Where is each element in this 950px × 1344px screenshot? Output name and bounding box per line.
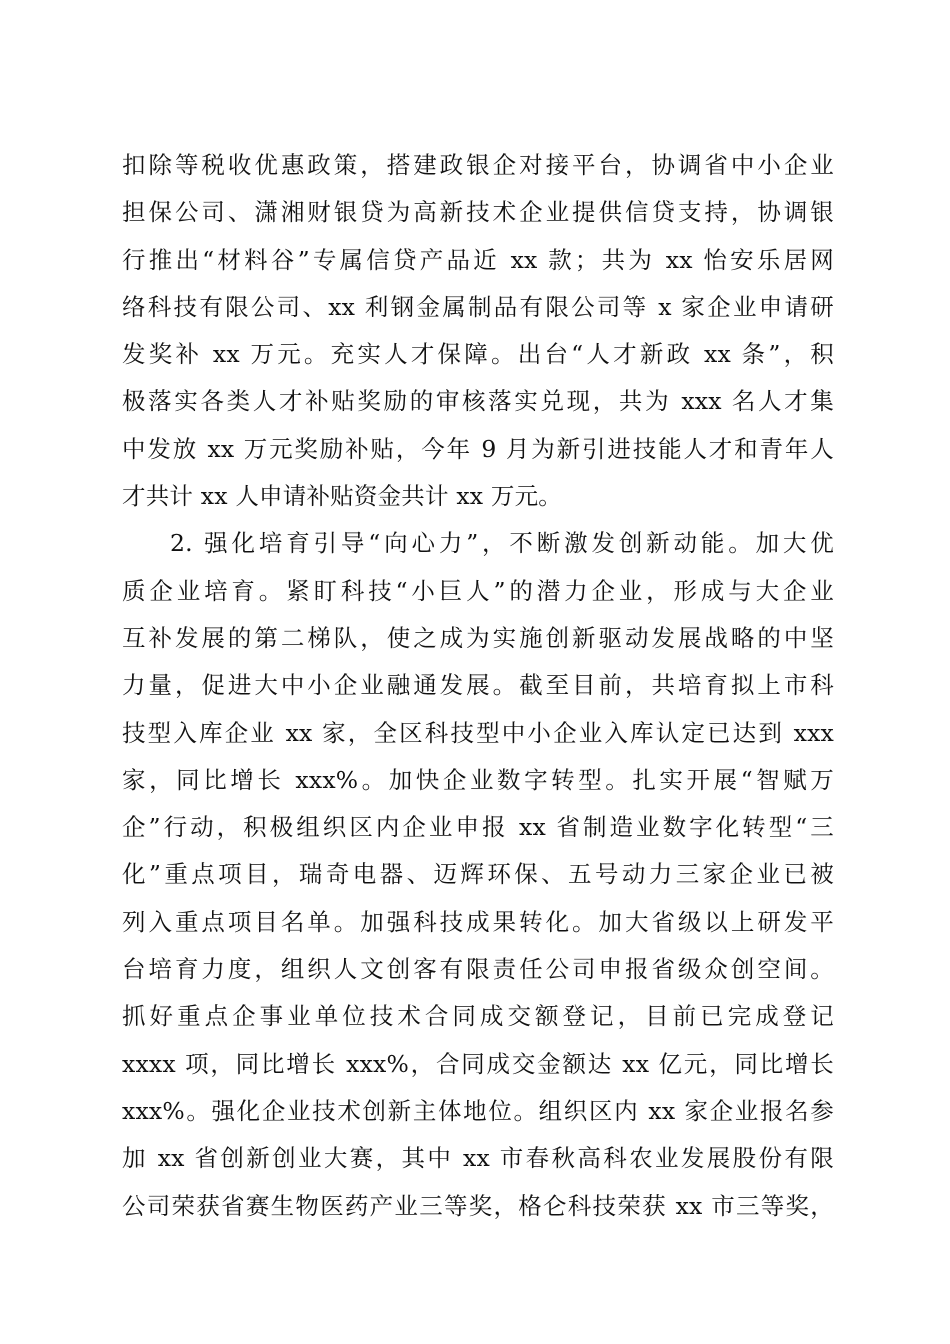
text-line: 行推出“材料谷”专属信贷产品近 xx 款；共为 xx 怡安乐居网 <box>122 245 834 274</box>
text-line: 互补发展的第二梯队，使之成为实施创新驱动发展战略的中坚 <box>122 623 834 652</box>
paragraph-talent-and-finance <box>122 142 834 520</box>
text-line: 化”重点项目，瑞奇电器、迈辉环保、五号动力三家企业已被 <box>122 860 834 889</box>
text-line: 企”行动，积极组织区内企业申报 xx 省制造业数字化转型“三 <box>122 813 834 842</box>
text-line: 台培育力度，组织人文创客有限责任公司申报省级众创空间。 <box>122 955 834 984</box>
text-line: 扣除等税收优惠政策，搭建政银企对接平台，协调省中小企业 <box>122 151 834 179</box>
text-line: 发奖补 xx 万元。充实人才保障。出台“人才新政 xx 条”，积 <box>122 340 834 369</box>
text-line: 加 xx 省创新创业大赛，其中 xx 市春秋高科农业发展股份有限 <box>122 1144 834 1173</box>
text-line: 技型入库企业 xx 家，全区科技型中小企业入库认定已达到 xxx <box>122 718 834 747</box>
paragraph-innovation-cultivation <box>122 520 834 1229</box>
text-line: 质企业培育。紧盯科技“小巨人”的潜力企业，形成与大企业 <box>122 576 834 605</box>
text-line: 中发放 xx 万元奖励补贴，今年 9 月为新引进技能人才和青年人 <box>122 434 834 463</box>
text-line: 才共计 xx 人申请补贴资金共计 xx 万元。 <box>122 482 562 511</box>
text-line: 力量，促进大中小企业融通发展。截至目前，共培育拟上市科 <box>122 671 834 700</box>
text-line: 极落实各类人才补贴奖励的审核落实兑现，共为 xxx 名人才集 <box>122 387 834 416</box>
document-body <box>122 142 834 1230</box>
text-line: 公司荣获省赛生物医药产业三等奖，格仑科技荣获 xx 市三等奖， <box>122 1191 834 1220</box>
text-line: 抓好重点企事业单位技术合同成交额登记，目前已完成登记 <box>122 1002 834 1031</box>
text-line: 担保公司、潇湘财银贷为高新技术企业提供信贷支持，协调银 <box>122 198 834 227</box>
text-line: 家，同比增长 xxx%。加快企业数字转型。扎实开展“智赋万 <box>122 765 834 794</box>
text-line: 列入重点项目名单。加强科技成果转化。加大省级以上研发平 <box>122 907 834 936</box>
section-heading-line: 2. 强化培育引导“向心力”，不断激发创新动能。加大优 <box>170 529 834 558</box>
text-line: xxx%。强化企业技术创新主体地位。组织区内 xx 家企业报名参 <box>122 1096 834 1125</box>
text-line: xxxx 项，同比增长 xxx%，合同成交金额达 xx 亿元，同比增长 <box>122 1049 834 1078</box>
text-line: 络科技有限公司、xx 利钢金属制品有限公司等 x 家企业申请研 <box>122 292 834 321</box>
